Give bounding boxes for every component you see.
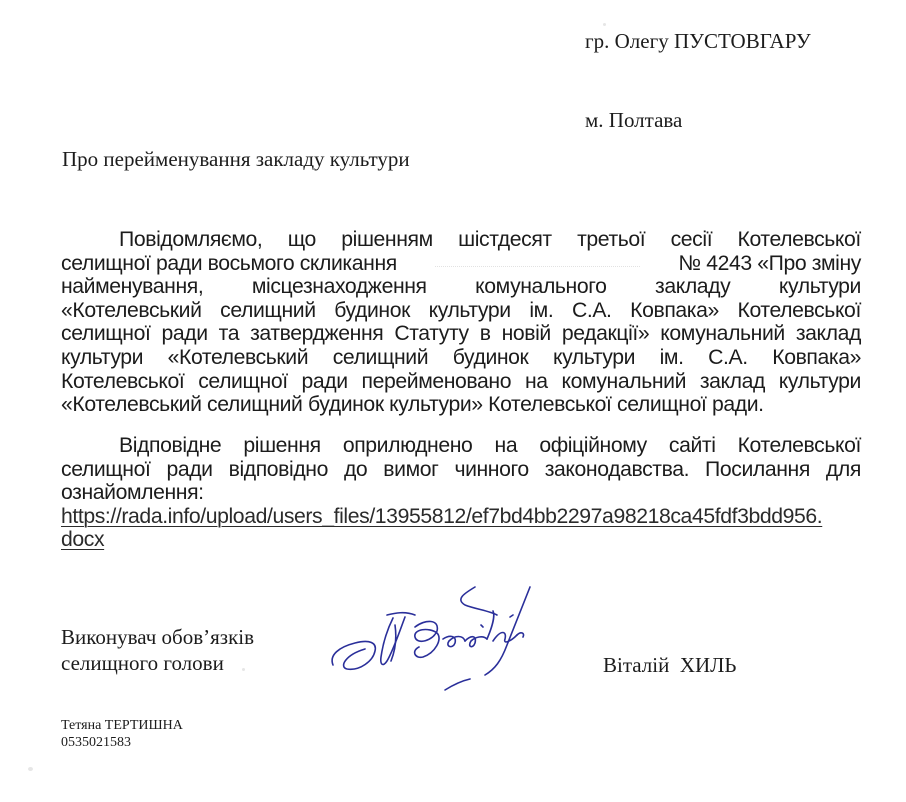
- word: комунального: [475, 275, 607, 299]
- word: редакції»: [561, 322, 650, 346]
- word: ради: [161, 322, 208, 346]
- word: затвердження: [250, 322, 384, 346]
- word: третьої: [577, 228, 646, 251]
- word: «Котелевський: [61, 298, 202, 322]
- recipient-city: м. Полтава: [585, 108, 683, 132]
- word: С.А.: [571, 298, 612, 322]
- word: ознайомлення:: [61, 481, 204, 505]
- word: та: [218, 322, 240, 346]
- signer-position-line1: Виконувач обов’язків: [61, 625, 255, 649]
- word: місцезнаходження: [251, 275, 427, 299]
- word: будинок: [452, 345, 529, 369]
- word: Повідомляємо,: [119, 228, 263, 251]
- erased-date-field: [435, 252, 640, 267]
- text-line: [61, 481, 861, 505]
- word: Котелевської: [61, 369, 185, 393]
- word: ради: [166, 457, 213, 481]
- word: сайті: [668, 434, 716, 457]
- text-line: [61, 322, 861, 346]
- signer-name: Віталій ХИЛЬ: [603, 653, 737, 677]
- paragraph-publication: [61, 434, 861, 552]
- scan-artifact: [28, 767, 33, 771]
- word: будинок: [334, 298, 410, 322]
- word: селищний: [332, 345, 429, 369]
- word: перейменовано: [361, 369, 512, 393]
- word: вимог: [383, 457, 439, 481]
- word: що: [287, 228, 316, 251]
- word: заклад: [795, 322, 861, 346]
- word: ради: [301, 369, 348, 393]
- word: чинного: [454, 457, 529, 481]
- word: на: [494, 434, 518, 457]
- word: на: [524, 369, 548, 393]
- word: Котелевської: [737, 228, 861, 251]
- word: Ковпака»: [772, 345, 861, 369]
- word: «Котелевський: [167, 345, 309, 369]
- executor-name: Тетяна ТЕРТИШНА: [61, 718, 183, 733]
- text-line: [61, 299, 861, 323]
- word: селищної: [61, 322, 151, 346]
- word: культури: [428, 298, 511, 322]
- word: оприлюднено: [342, 434, 473, 457]
- decision-document-link-continuation[interactable]: docx: [61, 528, 105, 552]
- word: культури: [778, 369, 861, 393]
- signer-position: [61, 624, 254, 676]
- decision-document-link[interactable]: https://rada.info/upload/users_files/13955812/ef7bd4bb2297a98218ca45fdf3bdd956.: [61, 504, 823, 528]
- word: Відповідне: [119, 434, 222, 457]
- word: рішення: [243, 434, 321, 457]
- word: культури: [61, 345, 144, 369]
- text-line: [61, 346, 861, 370]
- word: сесії: [670, 228, 713, 251]
- scan-artifact: [603, 23, 606, 26]
- text-line: [61, 275, 861, 299]
- word: шістдесят: [458, 228, 552, 251]
- word: найменування,: [61, 275, 204, 299]
- word: Посилання: [705, 457, 810, 481]
- word: «Котелевський селищний будинок культури» Котелевської селищної ради.: [61, 393, 764, 417]
- word: культури: [778, 275, 861, 299]
- word: Котелевської: [737, 298, 861, 322]
- text-line: [61, 434, 861, 458]
- word: селищної ради восьмого скликання: [61, 251, 397, 275]
- word: законодавства.: [544, 457, 690, 481]
- word: культури: [552, 345, 636, 369]
- decision-number: № 4243 «Про зміну: [678, 251, 861, 275]
- word: селищний: [220, 298, 316, 322]
- word: в: [479, 322, 491, 346]
- scan-artifact: [242, 668, 245, 671]
- text-line: [61, 528, 861, 552]
- word: Ковпака»: [630, 298, 719, 322]
- word: С.А.: [708, 345, 748, 369]
- executor-phone: 0535021583: [61, 735, 131, 750]
- recipient-name: гр. Олегу ПУСТОВГАРУ: [585, 29, 811, 53]
- text-line: [61, 458, 861, 482]
- text-line: [61, 393, 861, 417]
- word: відповідно: [228, 457, 328, 481]
- word: заклад: [699, 369, 765, 393]
- word: рішенням: [341, 228, 433, 251]
- word: до: [343, 457, 368, 481]
- handwritten-signature: [325, 585, 565, 705]
- word: селищної: [198, 369, 288, 393]
- word: комунальний: [561, 369, 687, 393]
- text-line: [61, 505, 861, 529]
- word: Котелевської: [737, 434, 861, 457]
- text-line: [61, 370, 861, 394]
- signer-position-line2: селищного голови: [61, 651, 224, 675]
- word: для: [825, 457, 861, 481]
- text-line: [61, 252, 861, 276]
- word: комунальний: [660, 322, 785, 346]
- word: офіційному: [539, 434, 647, 457]
- word: ім.: [529, 298, 554, 322]
- word: Статуту: [394, 322, 469, 346]
- executor-contact: [61, 717, 183, 751]
- word: ім.: [659, 345, 684, 369]
- paragraph-decision: [61, 228, 861, 417]
- word: селищної: [61, 457, 151, 481]
- letter-subject: Про перейменування закладу культури: [62, 147, 410, 171]
- word: закладу: [655, 275, 731, 299]
- text-line: [61, 228, 861, 252]
- word: новій: [501, 322, 551, 346]
